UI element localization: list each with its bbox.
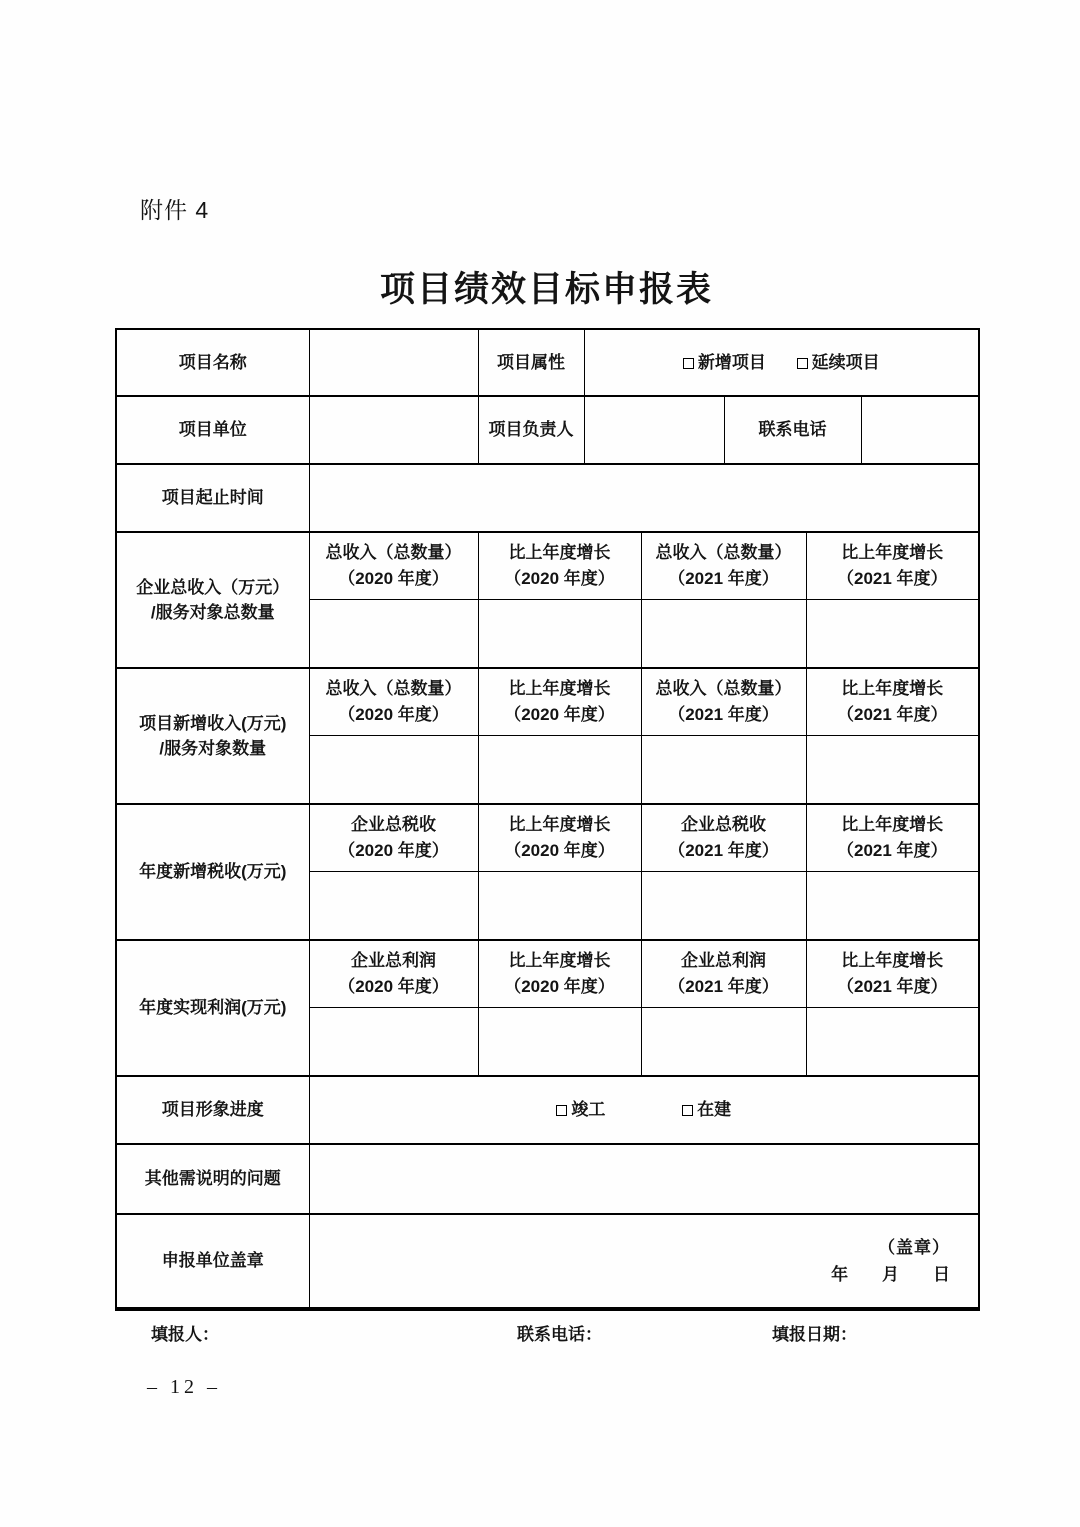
section-header-row [116, 940, 979, 1007]
column-header: 比上年度增长 （2021 年度） [806, 532, 979, 599]
section-label [116, 804, 309, 940]
section-label [116, 532, 309, 668]
row-project-unit [116, 396, 979, 464]
checkbox-icon[interactable] [682, 1105, 693, 1116]
checkbox-option-new-project[interactable] [683, 350, 766, 376]
data-cell[interactable] [641, 1007, 806, 1076]
checkbox-label: 竣工 [571, 1100, 606, 1120]
section-label [116, 940, 309, 1076]
section-label-line1: 项目新增收入(万元) [139, 713, 287, 733]
section-label-line1: 企业总收入（万元） [136, 577, 290, 597]
checkbox-icon[interactable] [797, 358, 808, 369]
data-cell[interactable] [478, 735, 641, 804]
data-cell[interactable] [641, 871, 806, 940]
progress-label: 项目形象进度 [116, 1076, 309, 1144]
attachment-label: 附件 4 [140, 197, 210, 223]
section-header-row [116, 668, 979, 735]
other-issues-input-cell[interactable] [309, 1144, 979, 1214]
contact-phone-input-cell[interactable] [861, 396, 979, 464]
section-label [116, 668, 309, 804]
unit-seal-area-cell[interactable] [309, 1214, 979, 1309]
page-number: – 12 – [147, 1376, 221, 1398]
footer-phone-label: 联系电话： [517, 1325, 602, 1344]
project-period-label: 项目起止时间 [116, 464, 309, 532]
row-unit-seal [116, 1214, 979, 1309]
other-issues-label: 其他需说明的问题 [116, 1144, 309, 1214]
page-title: 项目绩效目标申报表 [379, 270, 713, 309]
section-label-line2: /服务对象总数量 [150, 603, 275, 622]
project-unit-label: 项目单位 [116, 396, 309, 464]
column-header: 总收入（总数量） （2020 年度） [309, 532, 478, 599]
column-header: 比上年度增长 （2020 年度） [478, 940, 641, 1007]
row-progress [116, 1076, 979, 1144]
data-cell[interactable] [309, 599, 478, 668]
checkbox-option-continue-project[interactable] [797, 350, 880, 376]
filler-label: 填报人： [151, 1325, 219, 1344]
column-header: 比上年度增长 （2020 年度） [478, 668, 641, 735]
row-project-period [116, 464, 979, 532]
data-cell[interactable] [309, 871, 478, 940]
progress-options-cell [309, 1076, 979, 1144]
seal-date-line: 年 月 日 [831, 1265, 951, 1284]
section-label-line1: 年度新增税收(万元) [139, 862, 287, 882]
project-manager-label: 项目负责人 [478, 396, 584, 464]
project-name-label: 项目名称 [116, 329, 309, 396]
column-header: 企业总利润 （2020 年度） [309, 940, 478, 1007]
checkbox-option-completed[interactable] [556, 1097, 605, 1123]
project-period-input-cell[interactable] [309, 464, 979, 532]
column-header: 企业总税收 （2020 年度） [309, 804, 478, 871]
data-cell[interactable] [641, 599, 806, 668]
row-project-name [116, 329, 979, 396]
column-header: 总收入（总数量） （2021 年度） [641, 668, 806, 735]
column-header: 企业总税收 （2021 年度） [641, 804, 806, 871]
data-cell[interactable] [309, 735, 478, 804]
checkbox-label: 新增项目 [697, 352, 766, 372]
project-unit-input-cell[interactable] [309, 396, 478, 464]
section-header-row [116, 532, 979, 599]
column-header: 企业总利润 （2021 年度） [641, 940, 806, 1007]
checkbox-label: 延续项目 [811, 352, 880, 372]
data-cell[interactable] [478, 871, 641, 940]
project-attr-label: 项目属性 [478, 329, 584, 396]
column-header: 总收入（总数量） （2020 年度） [309, 668, 478, 735]
data-cell[interactable] [806, 599, 979, 668]
data-cell[interactable] [478, 599, 641, 668]
section-header-row [116, 804, 979, 871]
checkbox-label: 在建 [697, 1100, 732, 1120]
column-header: 比上年度增长 （2021 年度） [806, 940, 979, 1007]
data-cell[interactable] [806, 735, 979, 804]
project-name-input-cell[interactable] [309, 329, 478, 396]
section-label-line1: 年度实现利润(万元) [139, 998, 287, 1018]
form-table [115, 328, 980, 1311]
form-table-container [115, 328, 980, 1311]
column-header: 比上年度增长 （2020 年度） [478, 804, 641, 871]
column-header: 比上年度增长 （2021 年度） [806, 668, 979, 735]
contact-phone-label: 联系电话 [724, 396, 861, 464]
project-manager-input-cell[interactable] [584, 396, 724, 464]
unit-seal-label: 申报单位盖章 [116, 1214, 309, 1309]
section-label-line2: /服务对象数量 [159, 739, 267, 758]
project-attr-options-cell [584, 329, 979, 396]
checkbox-icon[interactable] [556, 1105, 567, 1116]
checkbox-option-under-construction[interactable] [682, 1097, 731, 1123]
data-cell[interactable] [806, 871, 979, 940]
column-header: 总收入（总数量） （2021 年度） [641, 532, 806, 599]
footer-date-label: 填报日期： [772, 1325, 857, 1344]
data-cell[interactable] [806, 1007, 979, 1076]
data-cell[interactable] [478, 1007, 641, 1076]
data-cell[interactable] [309, 1007, 478, 1076]
row-other-issues [116, 1144, 979, 1214]
column-header: 比上年度增长 （2021 年度） [806, 804, 979, 871]
seal-note: （盖章） [878, 1237, 951, 1257]
checkbox-icon[interactable] [683, 358, 694, 369]
data-cell[interactable] [641, 735, 806, 804]
column-header: 比上年度增长 （2020 年度） [478, 532, 641, 599]
